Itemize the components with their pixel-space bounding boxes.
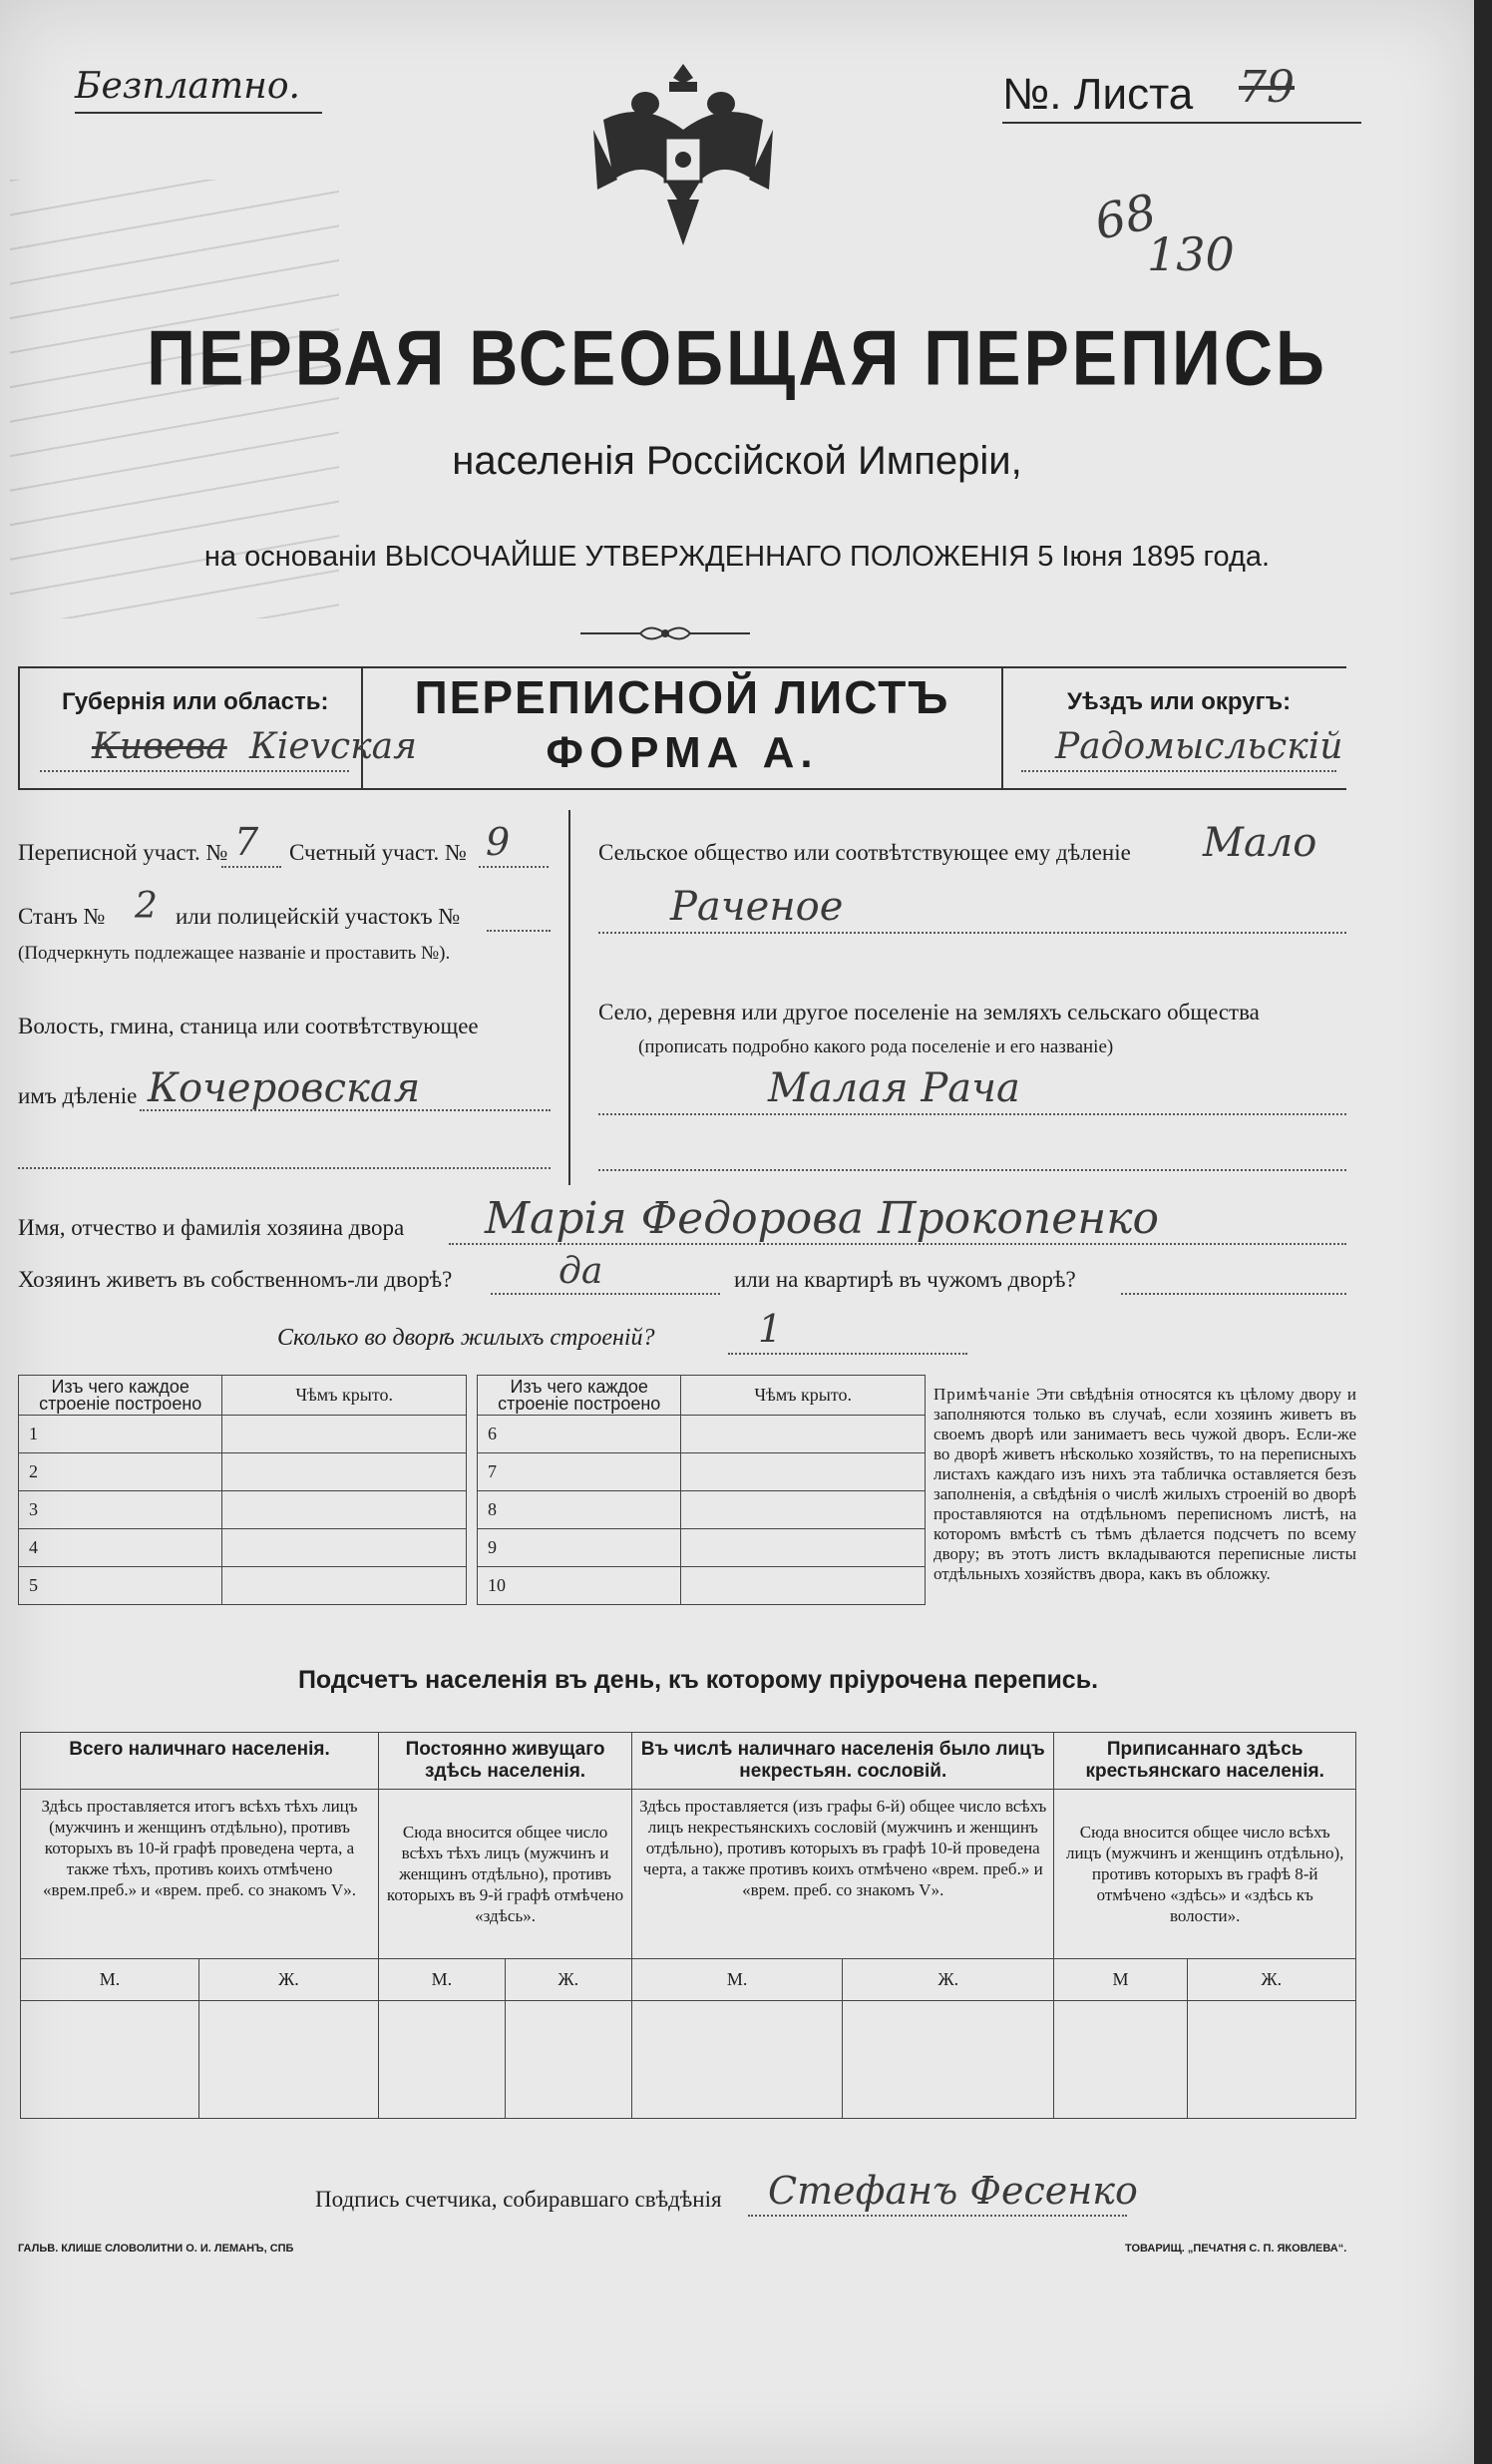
pop-col-3-desc: Здѣсь проставляется (изъ графы 6-й) общее число всѣхъ лицъ некрестьянскихъ сословій (мужчинъ и женщинъ отдѣльно), противъ которыхъ въ графѣ 10-й проведена черта, а также противъ коихъ отмѣчено «врем. преб.» и «врем. преб. со знакомъ V». [632, 1790, 1054, 1959]
count-area-dots [479, 866, 549, 868]
population-value-row [21, 2001, 1356, 2119]
society-label: Сельское общество или соотвѣтствующее ему дѣленіе [598, 840, 1131, 865]
footer-right: ТОВАРИЩ. „ПЕЧАТНЯ С. П. ЯКОВЛЕВА“. [1125, 2243, 1347, 2255]
form-box-left [18, 666, 20, 790]
page-title: ПЕРВАЯ ВСЕОБЩАЯ ПЕРЕПИСЬ [147, 314, 1327, 402]
village-dots-2 [598, 1169, 1346, 1171]
owner-name-dots [449, 1243, 1346, 1245]
table-row: 4 9 [19, 1529, 926, 1567]
pop-col-3-f: Ж. [843, 1959, 1054, 2001]
pop-col-2-title: Постоянно живущаго здѣсь населенія. [379, 1733, 632, 1790]
count-area-label: Счетный участ. № [289, 840, 467, 865]
free-label: Безплатно. [75, 66, 300, 107]
district-value: Радомысльскій [1055, 726, 1343, 767]
census-area-value: 7 [234, 820, 259, 864]
sheet-number-hand-2: 130 [1147, 227, 1235, 281]
society-dots [598, 932, 1346, 934]
society-value-2: Раченое [670, 884, 844, 930]
owner-name-value: Марія Федорова Прокопенко [485, 1193, 1159, 1244]
volost-value: Кочеровская [148, 1065, 421, 1111]
count-area-value: 9 [486, 820, 511, 864]
col-material-right: Изъ чего каждое строеніе построено [478, 1376, 681, 1416]
pop-col-1-title: Всего наличнаго населенія. [21, 1733, 379, 1790]
province-value-crossed: Кивева [92, 726, 227, 767]
form-box-div-2 [1001, 666, 1003, 790]
volost-dots-2 [18, 1167, 551, 1169]
underline-note: (Подчеркнуть подлежащее названіе и проставить №). [18, 943, 451, 964]
volost-label-2: имъ дѣленіе [18, 1083, 138, 1108]
col-roof-right: Чѣмъ крыто. [681, 1376, 926, 1416]
table-row: 1 6 [19, 1416, 926, 1453]
free-underline [75, 112, 322, 114]
table-row: 2 7 [19, 1453, 926, 1491]
note-text: Эти свѣдѣнія относятся къ цѣлому двору и заполняются только въ случаѣ, если хозяинъ живетъ въ своемъ дворѣ или занимаетъ весь чужой дворъ. Если-же во дворѣ живетъ нѣсколько хозяйствъ, то на переписныхъ листахъ каждаго изъ нихъ эта табличка оставляется безъ заполненія, а свѣдѣнія о числѣ жилыхъ строеній во дворѣ проставляются на отдѣльномъ переписномъ листѣ, на которомъ вмѣстѣ съ тѣмъ дѣлается подсчетъ по всему двору; въ этотъ листъ вкладываются переписные листы отдѣльныхъ хозяйствъ двора, какъ въ обложку. [933, 1385, 1357, 1583]
district-dots [1021, 770, 1336, 772]
population-sex-row [21, 1959, 1356, 2001]
society-value-1: Мало [1203, 820, 1317, 866]
stan-label: Станъ № [18, 904, 106, 929]
pop-col-4-desc: Сюда вносится общее число всѣхъ лицъ (мужчинъ и женщинъ отдѣльно), противъ которыхъ въ графѣ 8-й отмѣчено «здѣсь» и «здѣсь къ волости». [1054, 1790, 1356, 1959]
sheet-number-hand-1: 68 [1089, 184, 1162, 251]
stan-value: 2 [135, 886, 158, 927]
form-box-bottom [18, 788, 1346, 790]
form-box-top [18, 666, 1346, 668]
pop-col-4-f: Ж. [1187, 1959, 1355, 2001]
police-label: или полицейскій участокъ № [176, 904, 461, 929]
pop-col-3-title: Въ числѣ наличнаго населенія было лицъ некрестьян. сословій. [632, 1733, 1054, 1790]
buildings-value: 1 [758, 1307, 783, 1351]
page-subtitle: населенія Россійской Имперіи, [452, 439, 1022, 483]
pop-col-3-m: М. [632, 1959, 843, 2001]
ornament-divider [580, 618, 750, 648]
population-title-row [21, 1733, 1356, 1790]
field-area-divider [568, 810, 570, 1185]
province-dots [40, 770, 349, 772]
owner-rent-dots [1121, 1293, 1346, 1295]
population-table [20, 1732, 1356, 2119]
district-label: Уѣздъ или округъ: [1067, 688, 1292, 715]
col-material-left: Изъ чего каждое строеніе построено [19, 1376, 222, 1416]
pop-col-2-desc: Сюда вносится общее число всѣхъ тѣхъ лицъ (мужчинъ и женщинъ отдѣльно), противъ которыхъ въ 9-й графѣ отмѣчено «здѣсь». [379, 1790, 632, 1959]
sheet-number-label: №. Листа [1002, 70, 1194, 119]
pop-col-1-desc: Здѣсь проставляется итогъ всѣхъ тѣхъ лицъ (мужчинъ и женщинъ отдѣльно), противъ которыхъ въ 10-й графѣ проведена черта, а также тѣхъ, противъ коихъ отмѣчено «врем.преб.» и «врем. преб. со знакомъ V». [21, 1790, 379, 1959]
buildings-table [18, 1375, 926, 1605]
buildings-dots [728, 1353, 967, 1355]
pop-col-1-f: Ж. [198, 1959, 378, 2001]
owner-rent-label: или на квартирѣ въ чужомъ дворѣ? [734, 1267, 1076, 1292]
police-dots [487, 930, 551, 932]
footer-left: ГАЛЬВ. КЛИШЕ СЛОВОЛИТНИ О. И. ЛЕМАНЪ, СПБ [18, 2243, 294, 2255]
legal-basis: на основаніи ВЫСОЧАЙШЕ УТВЕРЖДЕННАГО ПОЛОЖЕНІЯ 5 Іюня 1895 года. [203, 541, 1271, 573]
population-heading: Подсчетъ населенія въ день, къ которому пріурочена перепись. [297, 1666, 1099, 1694]
province-label: Губернія или область: [62, 688, 329, 715]
table-row: 3 8 [19, 1491, 926, 1529]
volost-dots [140, 1109, 551, 1111]
signature-value: Стефанъ Фесенко [768, 2169, 1138, 2213]
double-headed-eagle-emblem [583, 60, 783, 249]
volost-label-1: Волость, гмина, станица или соотвѣтствующее [18, 1014, 479, 1038]
col-roof-left: Чѣмъ крыто. [222, 1376, 467, 1416]
sheet-number-crossed: 79 [1239, 62, 1295, 113]
table-row: 5 10 [19, 1567, 926, 1605]
village-value: Малая Рача [768, 1065, 1020, 1111]
village-note: (прописать подробно какого рода поселеніе и его названіе) [638, 1036, 1114, 1057]
owner-own-label: Хозяинъ живетъ въ собственномъ-ли дворѣ? [18, 1267, 453, 1292]
population-desc-row [21, 1790, 1356, 1959]
census-area-label: Переписной участ. № [18, 840, 228, 865]
buildings-label: Сколько во дворѣ жилыхъ строеній? [277, 1325, 655, 1351]
sheet-title: ПЕРЕПИСНОЙ ЛИСТЪ [414, 671, 950, 723]
village-dots [598, 1113, 1346, 1115]
note-lead: Примѣчаніе [933, 1385, 1031, 1404]
census-area-dots [221, 866, 281, 868]
signature-label: Подпись счетчика, собиравшаго свѣдѣнія [315, 2187, 722, 2212]
owner-own-dots [491, 1293, 720, 1295]
pop-col-2-m: М. [379, 1959, 506, 2001]
pop-col-2-f: Ж. [505, 1959, 631, 2001]
pop-col-4-m: М [1054, 1959, 1187, 2001]
owner-name-label: Имя, отчество и фамилія хозяина двора [18, 1215, 405, 1240]
village-label: Село, деревня или другое поселеніе на земляхъ сельскаго общества [598, 1000, 1260, 1025]
pop-col-1-m: М. [21, 1959, 199, 2001]
signature-dots [748, 2215, 1127, 2217]
form-name: ФОРМА А. [546, 728, 819, 777]
buildings-note [933, 1385, 1356, 1584]
owner-own-value: да [559, 1251, 603, 1292]
pop-col-4-title: Приписаннаго здѣсь крестьянскаго населенія. [1054, 1733, 1356, 1790]
province-value: Кievская [249, 726, 417, 767]
scan-edge [1474, 0, 1492, 2464]
sheet-number-underline [1002, 122, 1361, 124]
